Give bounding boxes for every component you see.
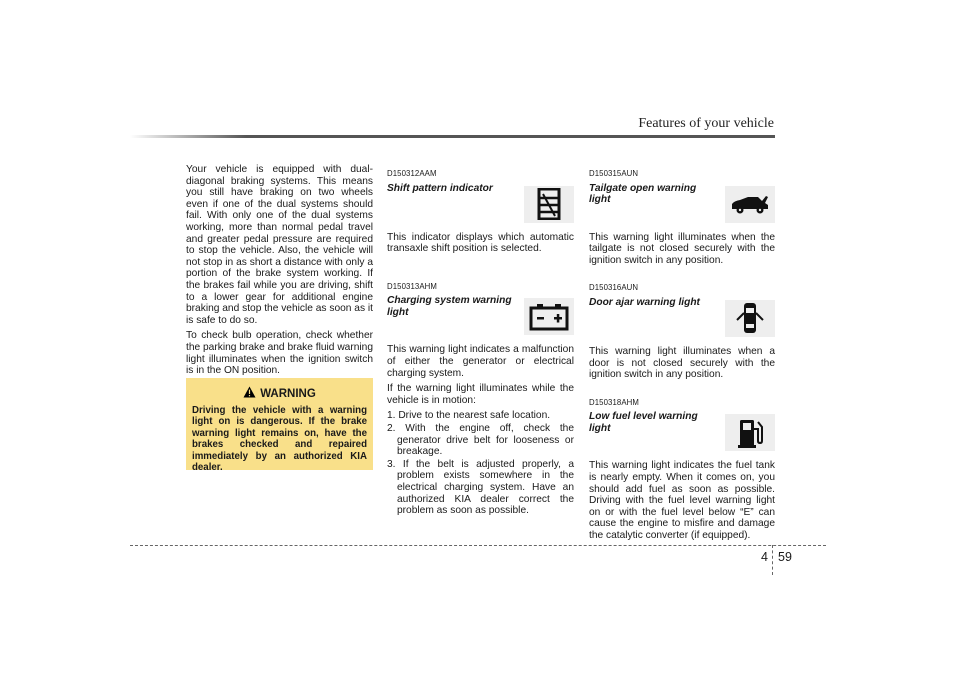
charging-head xyxy=(387,295,574,335)
door-code: D150316AUN xyxy=(589,283,639,293)
fuel-code: D150318AHM xyxy=(589,397,639,407)
shift-indicator-head xyxy=(387,183,574,223)
column-warning-lights xyxy=(589,164,775,546)
fuel-pump-icon xyxy=(725,414,775,451)
shift-indicator-code: D150312AAM xyxy=(387,169,437,178)
bulb-check-paragraph: To check bulb operation, check whether the parking brake and brake fluid warning light illuminates when the ignition switch is in the ON position. xyxy=(186,330,373,377)
column-indicators xyxy=(387,164,574,518)
tailgate-body: This warning light illuminates when the tailgate is not closed securely with the ignition switch in any position. xyxy=(589,231,775,266)
charging-body: This warning light indicates a malfunction of either the generator or electrical charging system. xyxy=(387,344,574,379)
footer-divider xyxy=(772,545,773,575)
warning-triangle-icon xyxy=(243,385,256,403)
charging-body-2: If the warning light illuminates while the vehicle is in motion: xyxy=(387,383,574,406)
tailgate-code: D150315AUN xyxy=(589,169,639,178)
charging-code: D150313AHM xyxy=(387,281,437,291)
tailgate-open-icon xyxy=(725,186,775,223)
warning-box xyxy=(186,378,373,474)
brake-paragraph: Your vehicle is equipped with dual-diagonal braking systems. This means you still have braking on two wheels even if one of the dual systems should fail. With only one of the dual systems working, more than normal pedal travel and greater pedal pressure are required to stop the vehicle. Also, the vehicle will not stop in as short a distance with only a portion of the brake system working. If the brakes fail while you are driving, shift to a lower gear for additional engine braking and stop the vehicle as soon as it is safe to do so. xyxy=(186,164,373,326)
warning-text: Driving the vehicle with a warning light on is dangerous. If the brake warning light remains on, have the brakes checked and repaired immediately by an authorized KIA dealer. xyxy=(192,405,367,474)
tailgate-head xyxy=(589,183,775,223)
fuel-heading: Low fuel level warning light xyxy=(589,411,698,434)
charging-heading: Charging system warning light xyxy=(387,295,512,318)
charging-step: 2. With the engine off, check the generator drive belt for looseness or breakage. xyxy=(387,422,574,458)
door-heading: Door ajar warning light xyxy=(589,296,700,308)
shift-indicator-heading: Shift pattern indicator xyxy=(387,182,493,194)
footer-rule xyxy=(130,545,826,546)
page-header-title: Features of your vehicle xyxy=(638,116,774,131)
charging-step: 1. Drive to the nearest safe location. xyxy=(387,410,551,422)
charging-steps xyxy=(387,410,574,516)
warning-title-row xyxy=(192,385,367,403)
fuel-body: This warning light indicates the fuel tank is nearly empty. When it comes on, you should add fuel as soon as possible. Driving with the fuel level warning light on or with the fuel level below “E” can cause the engine to misfire and damage the catalytic converter (if equipped). xyxy=(589,460,775,541)
shift-pattern-icon xyxy=(524,186,574,223)
tailgate-heading: Tailgate open warning light xyxy=(589,182,697,206)
door-body: This warning light illuminates when a door is not closed securely with the ignition switch in any position. xyxy=(589,345,775,381)
chapter-number: 4 xyxy=(761,550,768,564)
column-brakes xyxy=(186,164,373,381)
charging-step: 3. If the belt is adjusted properly, a problem exists somewhere in the electrical charging system. Have an authorized KIA dealer correct the problem as soon as possible. xyxy=(387,458,574,517)
warning-title: WARNING xyxy=(260,388,316,400)
battery-icon xyxy=(524,298,574,335)
door-ajar-icon xyxy=(725,300,775,337)
header-rule xyxy=(130,135,775,138)
fuel-head xyxy=(589,411,775,451)
shift-indicator-body: This indicator displays which automatic transaxle shift position is selected. xyxy=(387,231,574,255)
door-head xyxy=(589,297,775,337)
page-number: 59 xyxy=(778,550,792,564)
